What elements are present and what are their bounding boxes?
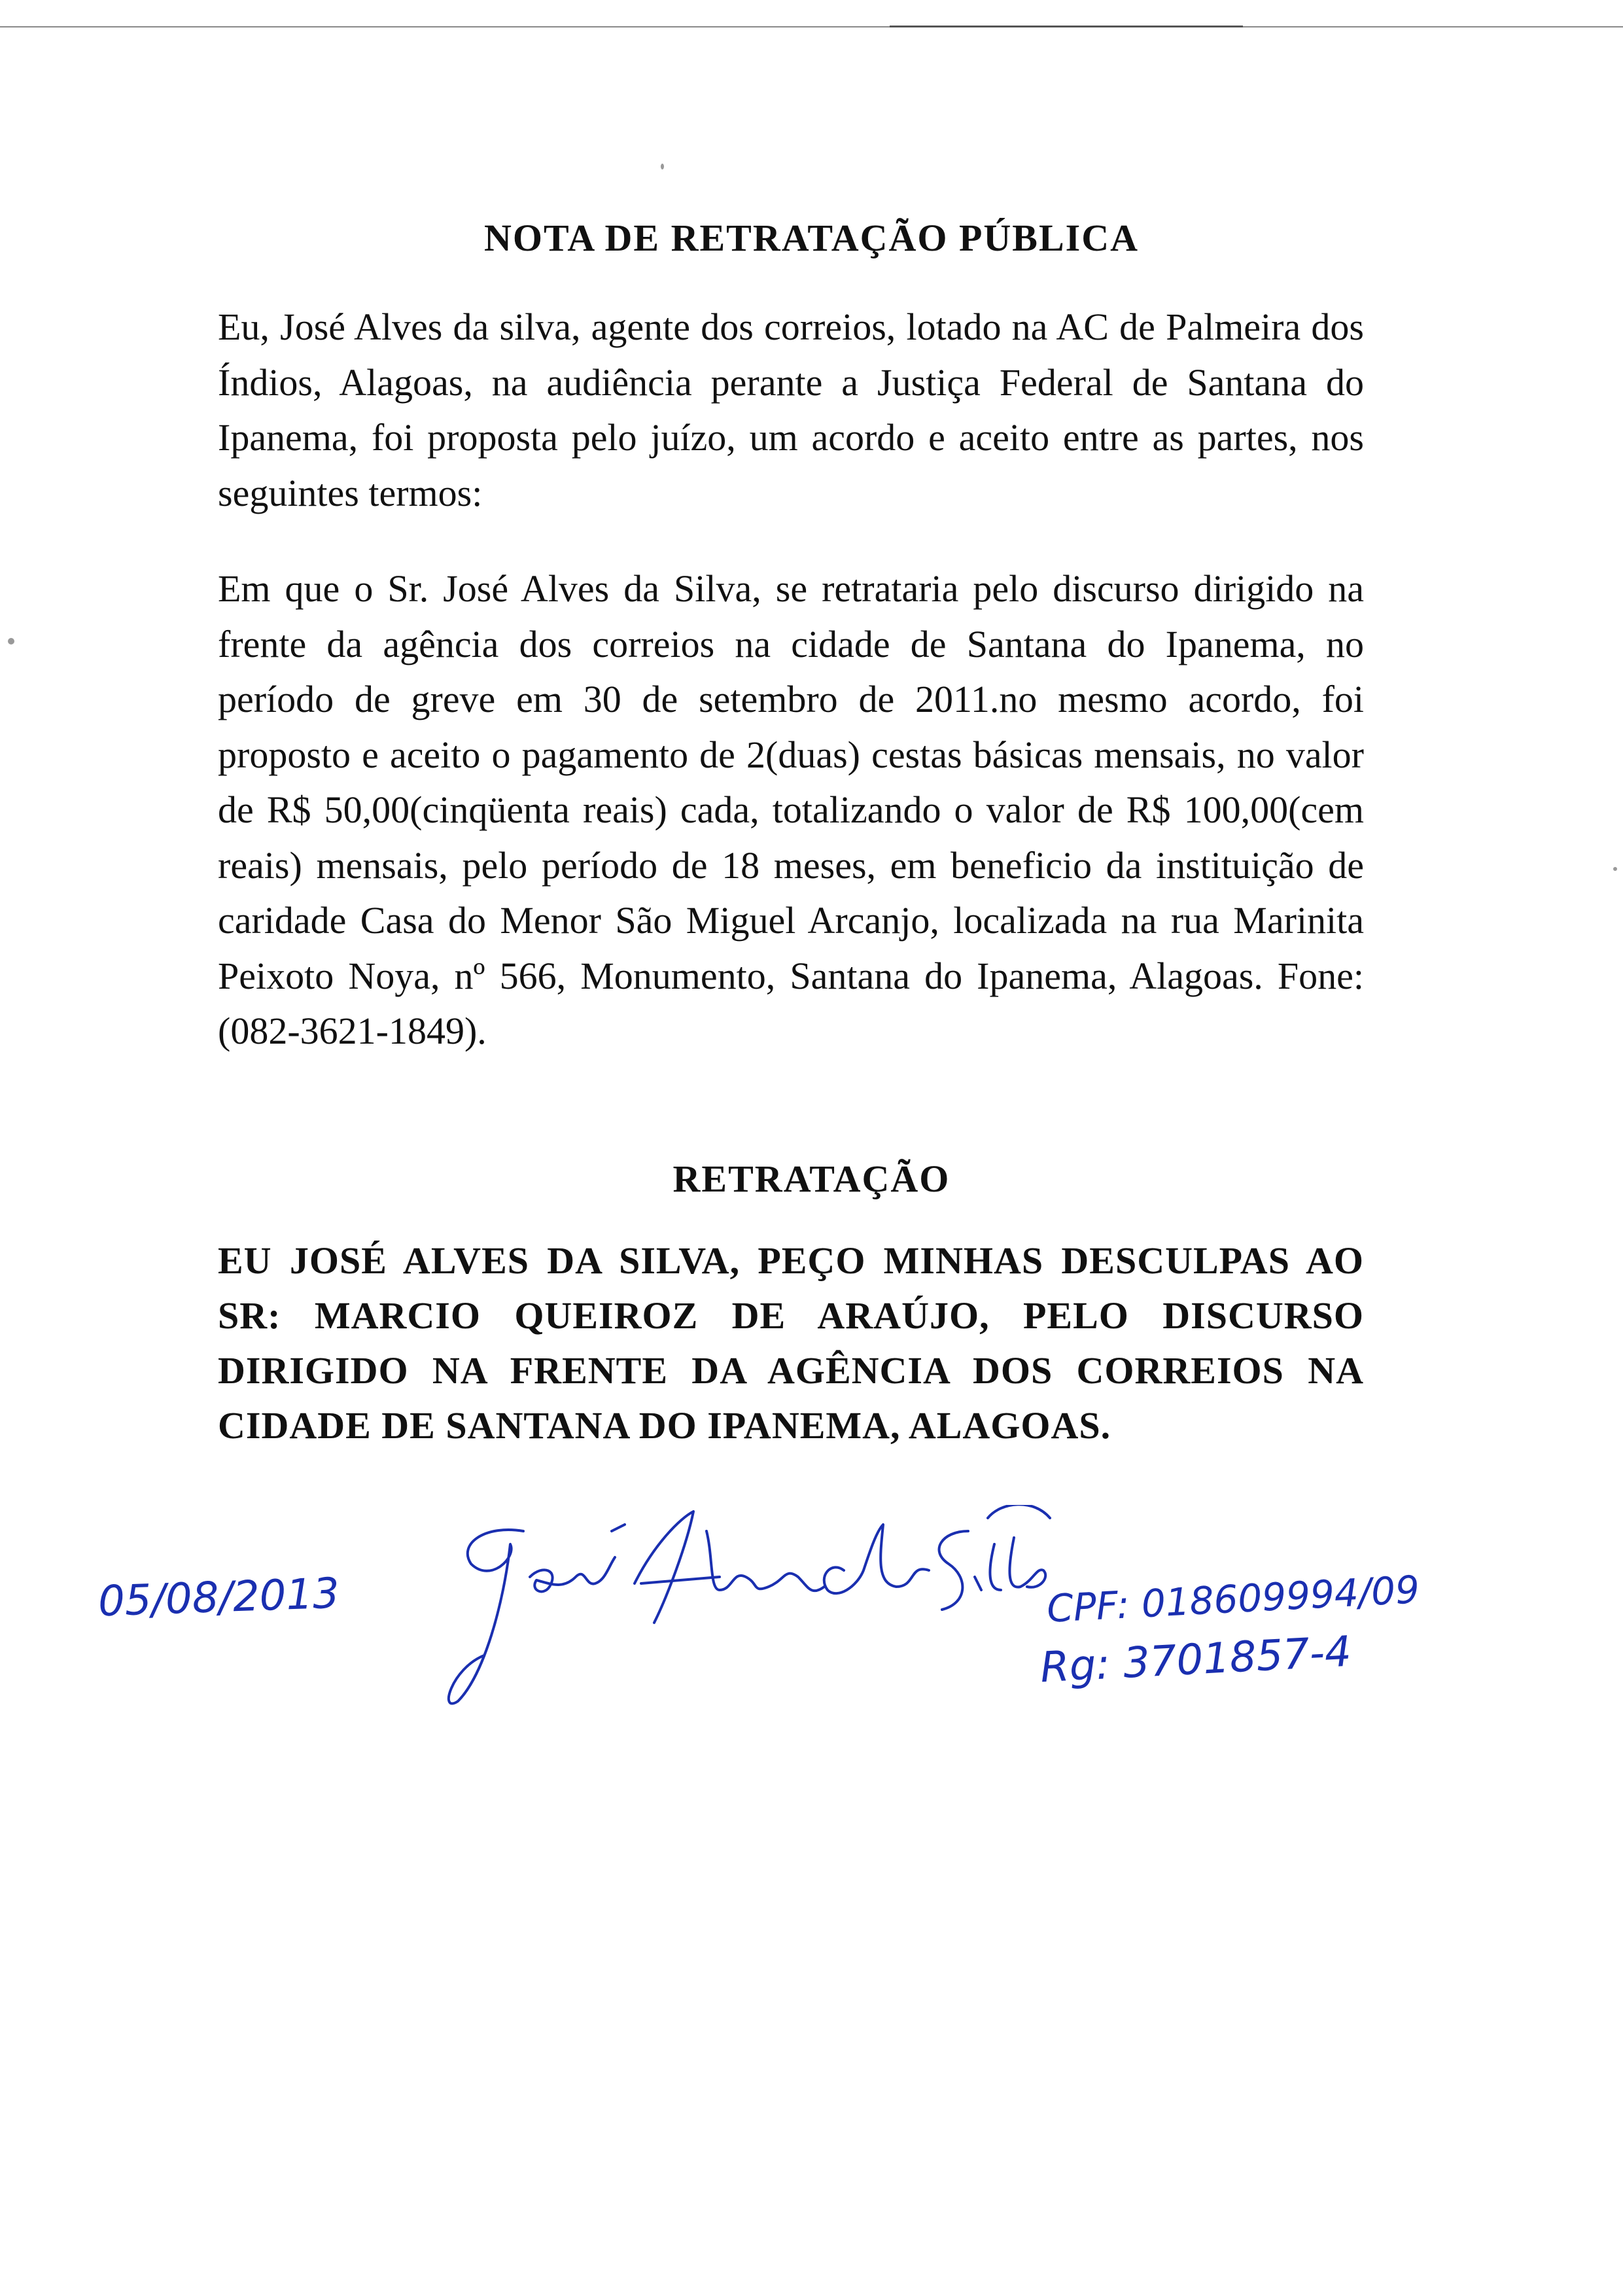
handwritten-date: 05/08/2013 <box>97 1569 341 1627</box>
scan-top-rule <box>0 26 1623 27</box>
scan-speck <box>8 638 14 645</box>
handwritten-signature <box>445 1505 1053 1721</box>
scan-speck <box>661 164 664 169</box>
scan-speck <box>1613 867 1617 871</box>
apology-statement: EU JOSÉ ALVES DA SILVA, PEÇO MINHAS DESCULPAS AO SR: MARCIO QUEIROZ DE ARAÚJO, PELO DISCURSO DIRIGIDO NA FRENTE DA AGÊNCIA DOS CORREIOS NA CIDADE DE SANTANA DO IPANEMA, ALAGOAS. <box>218 1239 1364 1447</box>
scan-top-rule-dark <box>890 26 1243 27</box>
handwritten-rg: Rg: 3701857-4 <box>1039 1627 1353 1693</box>
retraction-heading: RETRATAÇÃO <box>672 1157 951 1200</box>
handwritten-cpf: CPF: 018609994/09 <box>1045 1567 1421 1631</box>
document-title: NOTA DE RETRATAÇÃO PÚBLICA <box>483 217 1140 259</box>
terms-paragraph: Em que o Sr. José Alves da Silva, se retrataria pelo discurso dirigido na frente da agência dos correios na cidade de Santana do Ipanema, no período de greve em 30 de setembro de 2011.no mesmo acordo, foi proposto e aceito o pagamento de 2(duas) cestas básicas mensais, no valor de R$ 50,00(cinqüenta reais) cada, totalizando o valor de R$ 100,00(cem reais) mensais, pelo período de 18 meses, em beneficio da instituição de caridade Casa do Menor São Miguel Arcanjo, localizada na rua Marinita Peixoto Noya, nº 566, Monumento, Santana do Ipanema, Alagoas. Fone: (082-3621-1849). <box>218 567 1364 1052</box>
agreement-paragraph: Eu, José Alves da silva, agente dos correios, lotado na AC de Palmeira dos Índios, Alagoas, na audiência perante a Justiça Federal de Santana do Ipanema, foi proposta pelo juízo, um acordo e aceito entre as partes, nos seguintes termos: <box>218 306 1364 514</box>
